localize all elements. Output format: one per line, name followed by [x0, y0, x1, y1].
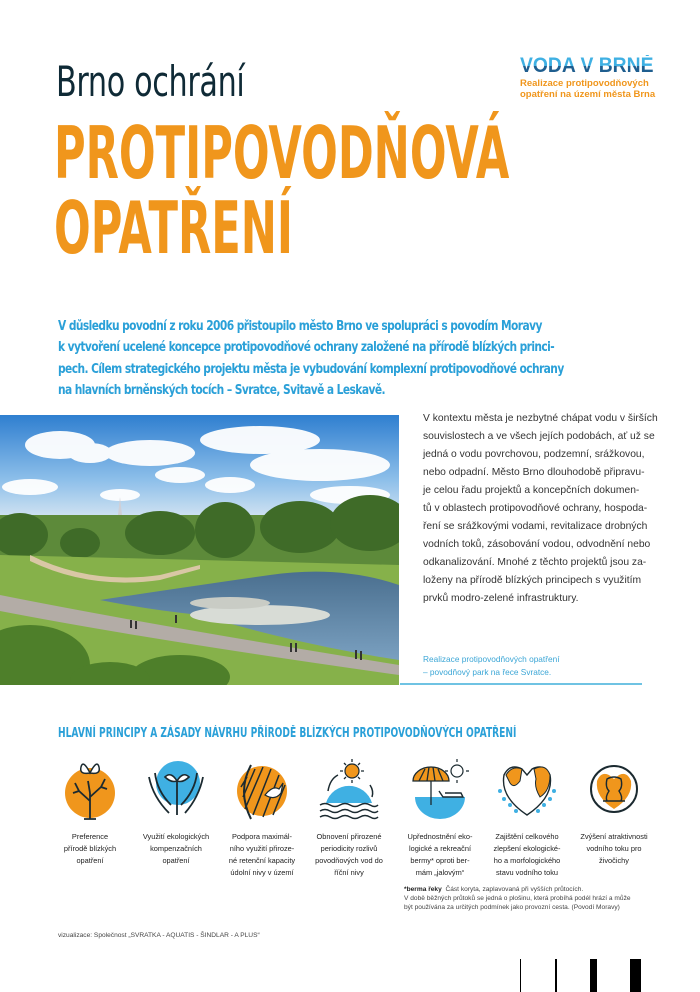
context-line: souvislostech a ve všech jejích podobách, ať už se: [423, 431, 655, 442]
berma-footnote: [404, 885, 631, 912]
page-title-line2: OPATŘENÍ: [54, 186, 293, 270]
principle-label: Zajištění celkového zlepšení ekologické- ho a morfologického stavu vodního toku: [493, 832, 561, 877]
image-caption: [423, 653, 560, 678]
principle-item: [483, 757, 571, 879]
footnote-line1: Část koryta, zaplavovaná při vyšších průtocích.: [445, 886, 584, 893]
context-line: jedná o vodu povrchovou, podzemní, srážkovou,: [423, 449, 645, 460]
caption-divider: [400, 683, 642, 685]
lead-paragraph: [58, 316, 564, 401]
hands-sprout-icon: [141, 757, 211, 821]
tree-butterfly-icon: [55, 757, 125, 821]
context-line: ření se srážkovými vodami, revitalizace drobných: [423, 521, 648, 532]
context-line: vodních toků, zásobování vodou, odvodnění nebo: [423, 539, 651, 550]
umbrella-lounger-icon: [405, 757, 475, 821]
frog-heart-icon: [579, 757, 649, 821]
context-line: prvků modro-zelené infrastruktury.: [423, 593, 579, 604]
lead-line: k vytvoření ucelené koncepce protipovodňové ochrany založené na přírodě blízkých princi-: [58, 340, 555, 356]
context-line: je celou řadu projektů a koncepčních dokumen-: [423, 485, 640, 496]
park-illustration: [0, 415, 399, 685]
lead-line: pech. Cílem strategického projektu města je vybudování komplexní protipovodňové ochrany: [58, 361, 564, 377]
principle-item: [132, 757, 220, 867]
context-line: tů v oblastech protipovodňové ochrany, hospoda-: [423, 503, 648, 514]
principle-item: [46, 757, 134, 867]
principles-heading: HLAVNÍ PRINCIPY A ZÁSADY NÁVRHU PŘÍRODĚ BLÍZKÝCH PROTIPOVODŇOVÝCH OPATŘENÍ: [58, 726, 517, 741]
logo-subtitle-line2: opatření na území města Brna: [520, 89, 656, 100]
footnote-line3: být používána za určitých podmínek jako provozní cesta. (Povodí Moravy): [404, 904, 620, 911]
decorative-bar: [590, 959, 597, 992]
decorative-bar: [520, 959, 521, 992]
logo-subtitle-line1: Realizace protipovodňových: [520, 78, 649, 89]
principle-label: Obnovení přirozené periodicity rozlivů povodňových vod do říční nivy: [315, 832, 383, 877]
sun-waves-cycle-icon: [314, 757, 384, 821]
flood-park-visualization-image: [0, 415, 399, 685]
context-line: loženy na přírodě blízkých principech s využitím: [423, 575, 642, 586]
floodplain-fish-icon: [227, 757, 297, 821]
caption-line2: – povodňový park na řece Svratce.: [423, 666, 552, 677]
principle-label: Zvýšení atraktivnosti vodního toku pro živočichy: [580, 832, 648, 865]
decorative-bar: [555, 959, 557, 992]
principle-label: Upřednostnění eko- logické a rekreační bermy* oproti ber- mám „jalovým“: [407, 832, 473, 877]
page-title: [54, 111, 510, 270]
caption-line1: Realizace protipovodňových opatření: [423, 654, 560, 664]
footnote-term: *berma řeky: [404, 886, 442, 893]
context-line: nebo odpadní. Město Brno dlouhodobě připravu-: [423, 467, 645, 478]
principle-label: Využití ekologických kompenzačních opatření: [142, 832, 210, 865]
logo-title: VODA V BRNĚ: [520, 55, 667, 77]
context-paragraph: [423, 410, 673, 608]
earth-heart-icon: [492, 757, 562, 821]
context-line: V kontextu města je nezbytné chápat vodu v širších: [423, 413, 658, 424]
context-line: odkanalizování. Mnohé z těchto projektů jsou za-: [423, 557, 647, 568]
principle-item: [396, 757, 484, 879]
principle-item: [570, 757, 658, 867]
page-kicker: Brno ochrání: [56, 57, 245, 106]
lead-line: V důsledku povodní z roku 2006 přistoupilo město Brno ve spolupráci s povodím Moravy: [58, 319, 542, 334]
lead-line: na hlavních brněnských tocích – Svratce, Svitavě a Leskavě.: [58, 382, 385, 398]
footnote-line2: V době běžných průtoků se jedná o plošinu, která probíhá podél hrází a může: [404, 895, 631, 902]
principle-item: [218, 757, 306, 879]
visualization-credit: vizualizace: Společnost „SVRATKA - AQUATIS - ŠINDLAR - A PLUS“: [58, 932, 260, 939]
principle-item: [305, 757, 393, 879]
page-title-line1: PROTIPOVODŇOVÁ: [54, 111, 510, 195]
principle-label: Preference přírodě blízkých opatření: [63, 832, 117, 865]
principle-label: Podpora maximál- ního využití přiroze- né retenční kapacity údolní nivy v území: [228, 832, 296, 877]
voda-v-brne-logo: [520, 55, 680, 100]
decorative-bar: [630, 959, 641, 992]
